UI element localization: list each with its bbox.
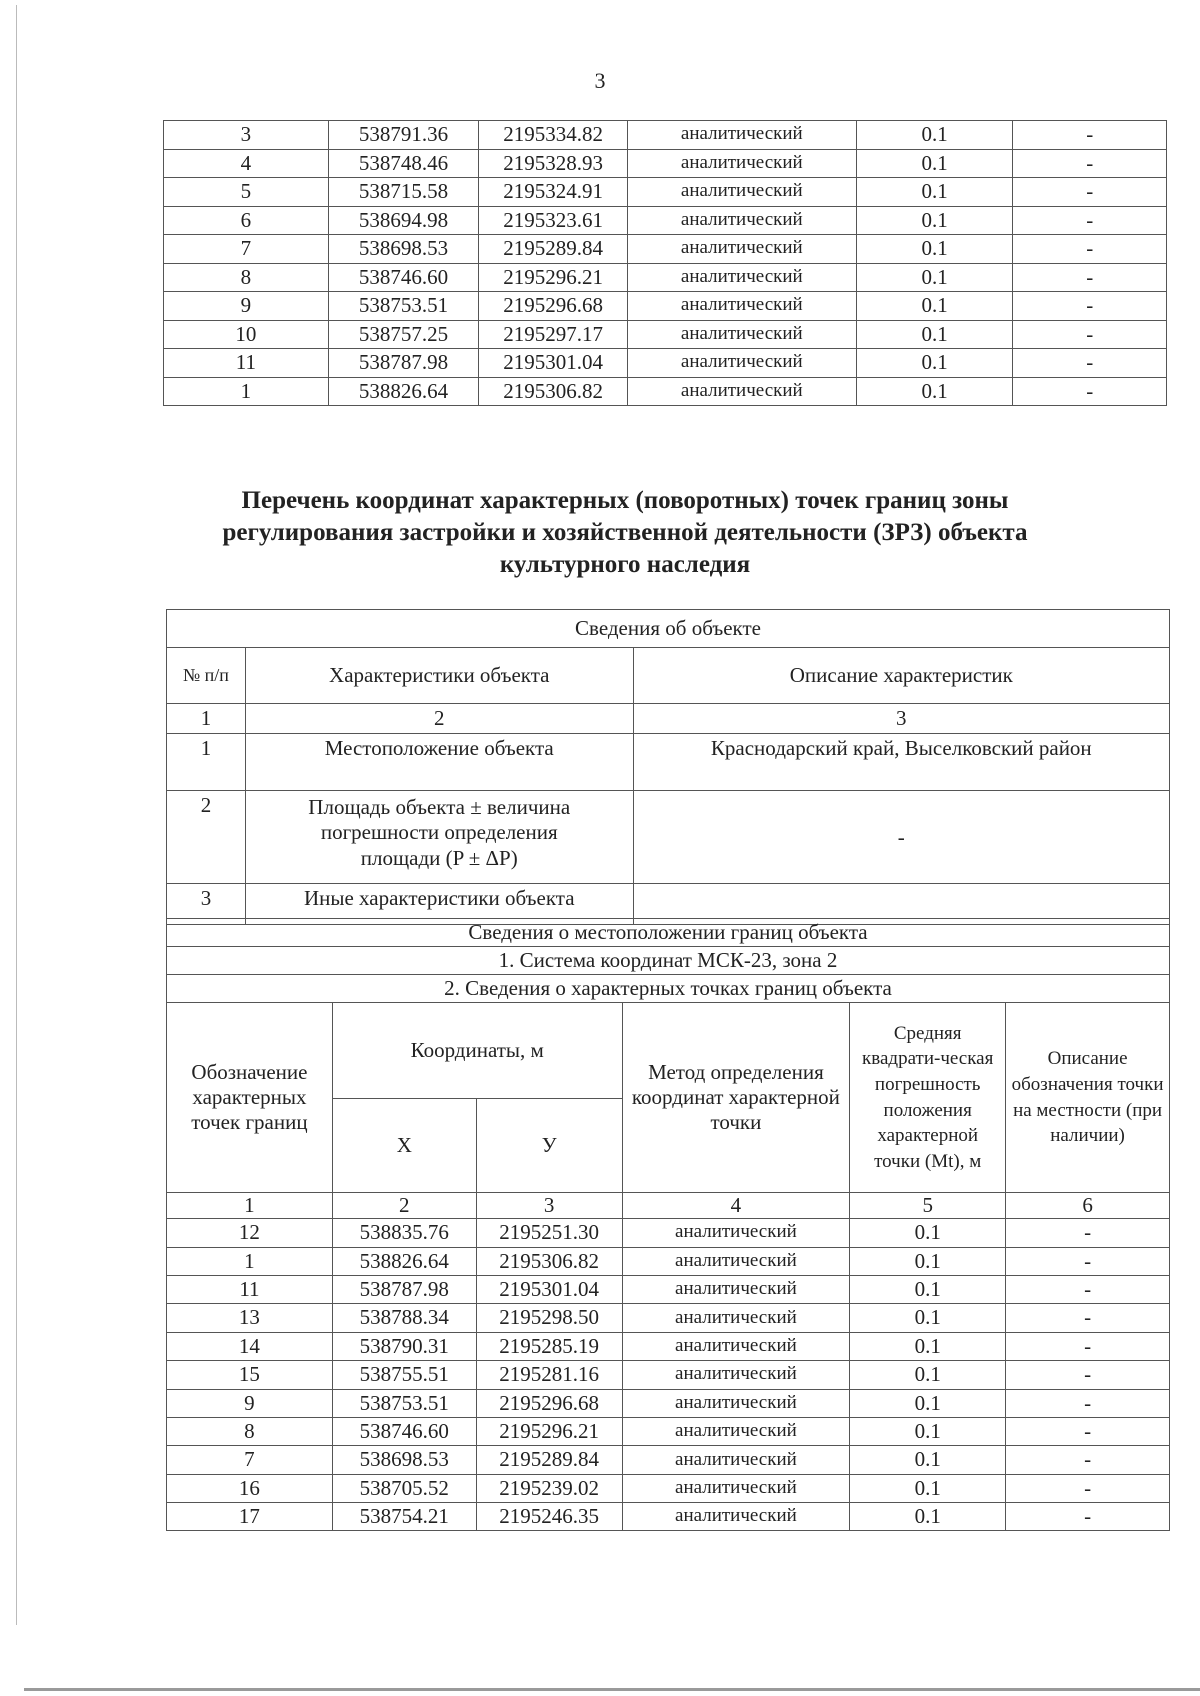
cell-method: аналитический: [622, 1503, 850, 1531]
cell-y-coordinate: 2195323.61: [479, 206, 628, 235]
cell-method: аналитический: [627, 178, 856, 207]
cell-x-coordinate: 538753.51: [328, 292, 479, 321]
coords-column-numbers-row: [167, 1193, 1170, 1219]
info-row-description: -: [633, 791, 1169, 884]
cell-method: аналитический: [627, 149, 856, 178]
info-row-characteristic: Площадь объекта ± величина погрешности определения площади (P ± ΔP): [245, 791, 633, 884]
coordinates-header: Координаты, м: [332, 1003, 622, 1099]
cell-method: аналитический: [622, 1389, 850, 1417]
cell-x-coordinate: 538755.51: [332, 1361, 476, 1389]
coords-header-row-1: [167, 1003, 1170, 1099]
cell-point-number: 14: [167, 1332, 333, 1360]
x-header: X: [332, 1099, 476, 1193]
info-column-header-row: [167, 648, 1170, 704]
info-row-characteristic: Местоположение объекта: [245, 734, 633, 791]
cell-description: -: [1006, 1446, 1170, 1474]
section-title-line-2: регулирования застройки и хозяйственной деятельности (ЗРЗ) объекта: [222, 519, 1028, 546]
table-row: [167, 1304, 1170, 1332]
cell-x-coordinate: 538715.58: [328, 178, 479, 207]
cell-x-coordinate: 538835.76: [332, 1219, 476, 1247]
cell-description: -: [1013, 149, 1167, 178]
section-title: [150, 485, 1100, 581]
info-col-number: 1: [167, 704, 246, 734]
cell-description: -: [1006, 1275, 1170, 1303]
section-title-line-1: Перечень координат характерных (поворотных) точек границ зоны: [241, 487, 1009, 514]
cell-point-number: 9: [164, 292, 329, 321]
table-row: [164, 149, 1167, 178]
cell-error: 0.1: [850, 1503, 1006, 1531]
info-column-numbers-row: [167, 704, 1170, 734]
cell-error: 0.1: [850, 1417, 1006, 1445]
cell-x-coordinate: 538787.98: [332, 1275, 476, 1303]
cell-y-coordinate: 2195296.68: [479, 292, 628, 321]
cell-x-coordinate: 538788.34: [332, 1304, 476, 1332]
cell-description: -: [1006, 1332, 1170, 1360]
description-header: Описание обозначения точки на местности (при наличии): [1006, 1003, 1170, 1193]
cell-description: -: [1006, 1389, 1170, 1417]
banner-row: [167, 919, 1170, 947]
col-characteristics-header: Характеристики объекта: [245, 648, 633, 704]
cell-y-coordinate: 2195334.82: [479, 121, 628, 150]
banner-points-info: 2. Сведения о характерных точках границ объекта: [167, 975, 1170, 1003]
table-row: [164, 263, 1167, 292]
banner-coordinate-system: 1. Система координат МСК-23, зона 2: [167, 947, 1170, 975]
cell-y-coordinate: 2195298.50: [476, 1304, 622, 1332]
cell-x-coordinate: 538694.98: [328, 206, 479, 235]
info-col-number: 3: [633, 704, 1169, 734]
banner-row: [167, 975, 1170, 1003]
coords-col-number: 6: [1006, 1193, 1170, 1219]
cell-x-coordinate: 538826.64: [332, 1247, 476, 1275]
info-row-num: 1: [167, 734, 246, 791]
cell-point-number: 11: [164, 349, 329, 378]
table-row: [167, 1332, 1170, 1360]
cell-point-number: 3: [164, 121, 329, 150]
coords-col-number: 2: [332, 1193, 476, 1219]
cell-error: 0.1: [856, 149, 1013, 178]
cell-error: 0.1: [850, 1332, 1006, 1360]
cell-description: -: [1013, 263, 1167, 292]
banner-location-info: Сведения о местоположении границ объекта: [167, 919, 1170, 947]
table-row: [164, 320, 1167, 349]
y-header: У: [476, 1099, 622, 1193]
cell-x-coordinate: 538754.21: [332, 1503, 476, 1531]
cell-error: 0.1: [850, 1304, 1006, 1332]
cell-error: 0.1: [856, 263, 1013, 292]
cell-error: 0.1: [850, 1219, 1006, 1247]
cell-description: -: [1006, 1247, 1170, 1275]
cell-point-number: 15: [167, 1361, 333, 1389]
cell-error: 0.1: [850, 1446, 1006, 1474]
table-row: [167, 1474, 1170, 1502]
cell-point-number: 7: [167, 1446, 333, 1474]
cell-error: 0.1: [856, 320, 1013, 349]
cell-y-coordinate: 2195328.93: [479, 149, 628, 178]
cell-description: -: [1013, 320, 1167, 349]
cell-y-coordinate: 2195239.02: [476, 1474, 622, 1502]
table-row: [164, 178, 1167, 207]
cell-error: 0.1: [850, 1361, 1006, 1389]
cell-x-coordinate: 538698.53: [328, 235, 479, 264]
info-row-num: 2: [167, 791, 246, 884]
cell-error: 0.1: [850, 1275, 1006, 1303]
cell-description: -: [1013, 121, 1167, 150]
table-row: [167, 1389, 1170, 1417]
cell-y-coordinate: 2195324.91: [479, 178, 628, 207]
error-header: Средняя квадрати-ческая погрешность положения характерной точки (Мt), м: [850, 1003, 1006, 1193]
cell-error: 0.1: [850, 1247, 1006, 1275]
scan-edge-left: [16, 5, 17, 1625]
cell-x-coordinate: 538791.36: [328, 121, 479, 150]
info-row: [167, 791, 1170, 884]
cell-y-coordinate: 2195296.68: [476, 1389, 622, 1417]
table-row: [167, 1219, 1170, 1247]
cell-point-number: 1: [164, 377, 329, 406]
cell-method: аналитический: [627, 292, 856, 321]
table-row: [164, 206, 1167, 235]
table-row: [164, 377, 1167, 406]
cell-error: 0.1: [850, 1474, 1006, 1502]
cell-y-coordinate: 2195289.84: [476, 1446, 622, 1474]
object-info-table: [166, 609, 1170, 925]
cell-error: 0.1: [856, 121, 1013, 150]
boundary-points-table: [166, 918, 1170, 1531]
cell-error: 0.1: [856, 377, 1013, 406]
cell-x-coordinate: 538698.53: [332, 1446, 476, 1474]
cell-y-coordinate: 2195301.04: [479, 349, 628, 378]
cell-y-coordinate: 2195285.19: [476, 1332, 622, 1360]
cell-x-coordinate: 538746.60: [328, 263, 479, 292]
cell-x-coordinate: 538746.60: [332, 1417, 476, 1445]
cell-point-number: 13: [167, 1304, 333, 1332]
coords-col-number: 1: [167, 1193, 333, 1219]
coords-col-number: 5: [850, 1193, 1006, 1219]
cell-description: -: [1006, 1417, 1170, 1445]
table-row: [164, 121, 1167, 150]
info-col-number: 2: [245, 704, 633, 734]
cell-description: -: [1006, 1361, 1170, 1389]
cell-method: аналитический: [627, 206, 856, 235]
cell-point-number: 5: [164, 178, 329, 207]
table-row: [164, 235, 1167, 264]
cell-y-coordinate: 2195296.21: [476, 1417, 622, 1445]
cell-x-coordinate: 538748.46: [328, 149, 479, 178]
cell-x-coordinate: 538753.51: [332, 1389, 476, 1417]
boundary-points-table-body: [167, 919, 1170, 1531]
col-description-header: Описание характеристик: [633, 648, 1169, 704]
cell-description: -: [1013, 377, 1167, 406]
cell-description: -: [1006, 1503, 1170, 1531]
cell-description: -: [1013, 235, 1167, 264]
page-number: 3: [594, 68, 606, 93]
cell-point-number: 12: [167, 1219, 333, 1247]
cell-point-number: 11: [167, 1275, 333, 1303]
cell-description: -: [1006, 1219, 1170, 1247]
cell-y-coordinate: 2195281.16: [476, 1361, 622, 1389]
cell-error: 0.1: [856, 206, 1013, 235]
cell-y-coordinate: 2195301.04: [476, 1275, 622, 1303]
table-row: [167, 1503, 1170, 1531]
table-row: [167, 1247, 1170, 1275]
table-row: [164, 349, 1167, 378]
coords-col-number: 4: [622, 1193, 850, 1219]
cell-method: аналитический: [622, 1219, 850, 1247]
cell-method: аналитический: [622, 1304, 850, 1332]
cell-method: аналитический: [622, 1474, 850, 1502]
banner-row: [167, 947, 1170, 975]
cell-error: 0.1: [850, 1389, 1006, 1417]
cell-point-number: 6: [164, 206, 329, 235]
cell-point-number: 8: [167, 1417, 333, 1445]
cell-x-coordinate: 538757.25: [328, 320, 479, 349]
cell-method: аналитический: [622, 1247, 850, 1275]
cell-point-number: 16: [167, 1474, 333, 1502]
cell-description: -: [1006, 1474, 1170, 1502]
top-table-body: [164, 121, 1167, 406]
cell-y-coordinate: 2195251.30: [476, 1219, 622, 1247]
cell-point-number: 9: [167, 1389, 333, 1417]
cell-x-coordinate: 538787.98: [328, 349, 479, 378]
cell-y-coordinate: 2195296.21: [479, 263, 628, 292]
cell-error: 0.1: [856, 292, 1013, 321]
cell-description: -: [1006, 1304, 1170, 1332]
cell-method: аналитический: [627, 377, 856, 406]
cell-method: аналитический: [627, 349, 856, 378]
info-row: [167, 734, 1170, 791]
info-row-characteristic: Иные характеристики объекта: [245, 884, 633, 925]
table-row: [167, 1446, 1170, 1474]
cell-point-number: 8: [164, 263, 329, 292]
cell-method: аналитический: [622, 1446, 850, 1474]
cell-x-coordinate: 538705.52: [332, 1474, 476, 1502]
cell-y-coordinate: 2195289.84: [479, 235, 628, 264]
info-header: Сведения об объекте: [167, 610, 1170, 648]
cell-y-coordinate: 2195297.17: [479, 320, 628, 349]
cell-error: 0.1: [856, 349, 1013, 378]
cell-x-coordinate: 538790.31: [332, 1332, 476, 1360]
table-row: [167, 1417, 1170, 1445]
cell-method: аналитический: [627, 263, 856, 292]
cell-description: -: [1013, 206, 1167, 235]
cell-x-coordinate: 538826.64: [328, 377, 479, 406]
info-header-row: [167, 610, 1170, 648]
table-row: [167, 1361, 1170, 1389]
coords-col-number: 3: [476, 1193, 622, 1219]
cell-error: 0.1: [856, 235, 1013, 264]
cell-y-coordinate: 2195306.82: [479, 377, 628, 406]
info-row-num: 3: [167, 884, 246, 925]
cell-error: 0.1: [856, 178, 1013, 207]
cell-method: аналитический: [622, 1417, 850, 1445]
point-designation-header: Обозначение характерных точек границ: [167, 1003, 333, 1193]
cell-point-number: 10: [164, 320, 329, 349]
cell-method: аналитический: [622, 1275, 850, 1303]
cell-method: аналитический: [622, 1361, 850, 1389]
top-coordinates-table: [163, 120, 1167, 406]
table-row: [167, 1275, 1170, 1303]
cell-method: аналитический: [627, 235, 856, 264]
cell-method: аналитический: [627, 121, 856, 150]
cell-point-number: 1: [167, 1247, 333, 1275]
cell-point-number: 7: [164, 235, 329, 264]
col-num-header: № п/п: [167, 648, 246, 704]
cell-point-number: 4: [164, 149, 329, 178]
cell-method: аналитический: [622, 1332, 850, 1360]
cell-method: аналитический: [627, 320, 856, 349]
cell-description: -: [1013, 349, 1167, 378]
table-row: [164, 292, 1167, 321]
scan-edge-bottom: [24, 1688, 1200, 1691]
info-row-description: Краснодарский край, Выселковский район: [633, 734, 1169, 791]
cell-description: -: [1013, 292, 1167, 321]
cell-y-coordinate: 2195306.82: [476, 1247, 622, 1275]
cell-point-number: 17: [167, 1503, 333, 1531]
cell-description: -: [1013, 178, 1167, 207]
cell-y-coordinate: 2195246.35: [476, 1503, 622, 1531]
method-header: Метод определения координат характерной точки: [622, 1003, 850, 1193]
section-title-line-3: культурного наследия: [499, 551, 751, 578]
